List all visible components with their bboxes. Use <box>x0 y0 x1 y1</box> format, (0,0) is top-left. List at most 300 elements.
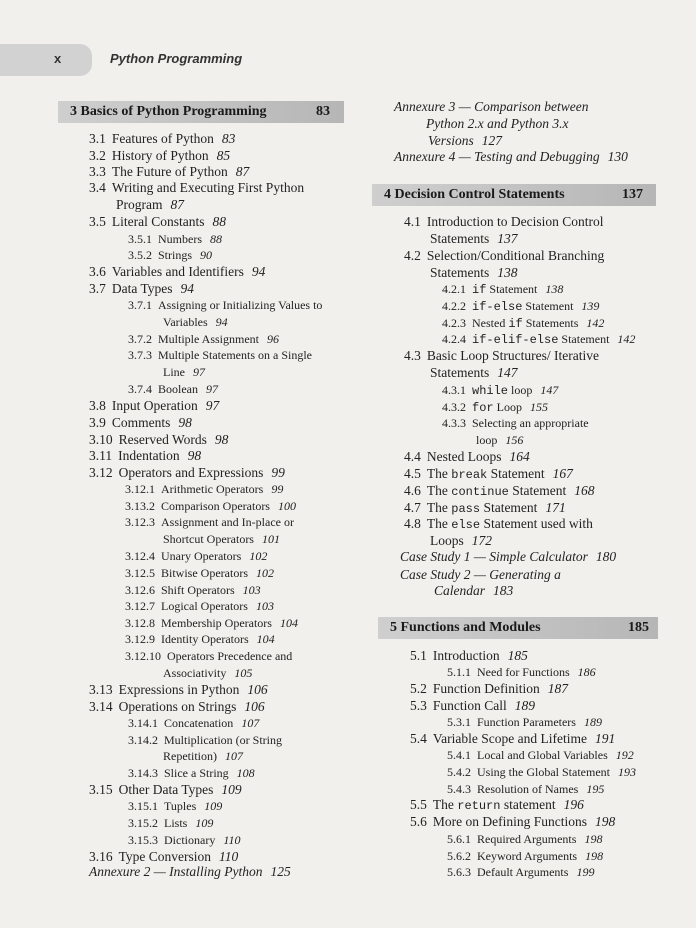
entry-page: 164 <box>509 449 530 464</box>
entry-page: 138 <box>545 282 564 296</box>
entry-page: 88 <box>212 214 226 229</box>
entry-number: 3.14.2 <box>128 733 158 747</box>
entry-page: 104 <box>256 632 275 646</box>
entry-title: Line <box>163 365 185 379</box>
toc-entry <box>89 131 235 147</box>
toc-entry <box>430 365 518 381</box>
entry-page: 130 <box>607 149 628 164</box>
toc-entry <box>447 764 636 780</box>
entry-title: Need for Functions <box>477 665 570 679</box>
entry-title: Keyword Arguments <box>477 849 578 863</box>
entry-title: Python 2.x and Python 3.x <box>426 116 569 131</box>
toc-entry <box>404 516 593 533</box>
entry-title: Features of Python <box>111 131 214 146</box>
entry-page: 107 <box>225 749 243 763</box>
entry-number: 5.6.2 <box>447 849 471 863</box>
toc-entry <box>89 164 249 180</box>
toc-entry <box>128 765 255 781</box>
toc-entry <box>163 665 252 681</box>
toc-entry <box>430 265 518 281</box>
entry-title: Function Call <box>432 698 507 713</box>
entry-title: Case Study 2 — Generating a <box>400 567 561 582</box>
toc-entry <box>89 214 226 230</box>
toc-entry <box>125 648 292 664</box>
toc-entry <box>442 315 604 332</box>
entry-number: 3.15 <box>89 782 113 797</box>
toc-entry <box>125 565 274 581</box>
toc-entry <box>410 814 615 830</box>
entry-number: 5.3.1 <box>447 715 471 729</box>
entry-title: Indentation <box>118 448 180 463</box>
entry-number: 3.14.1 <box>128 716 158 730</box>
toc-entry <box>442 331 635 348</box>
entry-title: Repetition) <box>163 749 217 763</box>
entry-title: The break Statement <box>426 466 545 482</box>
entry-page: 109 <box>195 816 214 830</box>
entry-number: 4.4 <box>404 449 421 464</box>
chapter-page: 185 <box>628 620 649 635</box>
chapter-5-heading <box>378 617 658 639</box>
entry-page: 147 <box>540 383 559 397</box>
entry-title: Annexure 3 — Comparison between <box>394 99 589 114</box>
entry-number: 4.2.2 <box>442 299 466 313</box>
entry-title: Multiple Statements on a Single <box>158 348 312 362</box>
entry-title: Program <box>116 197 163 212</box>
entry-page: 106 <box>244 699 265 714</box>
entry-page: 99 <box>271 465 285 480</box>
entry-number: 3.11 <box>89 448 113 463</box>
toc-entry <box>404 248 604 264</box>
entry-title: Versions <box>428 133 474 148</box>
toc-entry <box>128 798 222 814</box>
toc-entry <box>128 247 212 263</box>
entry-title: Multiplication (or String <box>164 733 282 747</box>
entry-number: 5.6 <box>410 814 427 829</box>
entry-title: Arithmetic Operators <box>161 482 264 496</box>
toc-entry <box>447 864 594 880</box>
entry-title: Logical Operators <box>161 599 248 613</box>
entry-number: 3.12.4 <box>125 549 155 563</box>
entry-page: 192 <box>615 748 634 762</box>
toc-entry <box>128 832 240 848</box>
toc-entry <box>125 548 267 564</box>
entry-number: 4.3 <box>404 348 421 363</box>
toc-entry <box>442 298 599 315</box>
chapter-3-heading <box>58 101 344 123</box>
toc-entry <box>128 347 312 363</box>
entry-title: Shortcut Operators <box>163 532 254 546</box>
toc-entry <box>125 498 296 514</box>
entry-title: Selecting an appropriate <box>472 416 589 430</box>
entry-title: loop <box>476 433 498 447</box>
entry-number: 4.1 <box>404 214 421 229</box>
toc-entry <box>128 331 279 347</box>
entry-number: 5.4 <box>410 731 427 746</box>
entry-title: Shift Operators <box>161 583 235 597</box>
toc-entry <box>128 715 259 731</box>
entry-title: Variable Scope and Lifetime <box>432 731 587 746</box>
toc-entry <box>89 699 265 715</box>
entry-page: 99 <box>271 482 284 496</box>
entry-number: 3.9 <box>89 415 106 430</box>
toc-entry <box>163 531 280 547</box>
entry-number: 4.5 <box>404 466 421 481</box>
entry-page: 168 <box>574 483 595 498</box>
toc-entry <box>128 381 218 397</box>
entry-number: 3.5.1 <box>128 232 152 246</box>
entry-title: if Statement <box>472 282 538 297</box>
entry-title: Statements <box>430 265 490 280</box>
entry-number: 4.3.3 <box>442 416 466 430</box>
toc-entry <box>128 732 282 748</box>
entry-title: Tuples <box>164 799 197 813</box>
toc-entry <box>89 148 230 164</box>
entry-title: Dictionary <box>164 833 216 847</box>
entry-title: Input Operation <box>111 398 198 413</box>
entry-page: 85 <box>216 148 231 163</box>
entry-title: Local and Global Variables <box>477 748 608 762</box>
entry-page: 180 <box>595 549 617 564</box>
entry-page: 98 <box>214 432 229 447</box>
entry-page: 189 <box>583 715 602 729</box>
entry-number: 3.8 <box>89 398 106 413</box>
entry-title: Associativity <box>163 666 227 680</box>
entry-title: Multiple Assignment <box>158 332 260 346</box>
entry-page: 87 <box>170 197 184 212</box>
running-head-title: Python Programming <box>110 51 243 66</box>
entry-page: 94 <box>180 281 195 296</box>
entry-title: The return statement <box>432 797 556 813</box>
entry-title: Annexure 2 — Installing Python <box>89 864 263 879</box>
entry-number: 3.5 <box>89 214 106 229</box>
entry-title: Unary Operators <box>161 549 242 563</box>
toc-entry <box>404 483 594 500</box>
entry-page: 171 <box>545 500 566 515</box>
entry-page: 193 <box>617 765 636 779</box>
toc-entry <box>410 698 535 714</box>
entry-page: 187 <box>547 681 568 696</box>
entry-page: 103 <box>242 583 261 597</box>
entry-number: 3.3 <box>89 164 106 179</box>
entry-title: if-elif-else Statement <box>472 332 610 347</box>
entry-title: Operators and Expressions <box>118 465 264 480</box>
entry-number: 5.3 <box>410 698 427 713</box>
entry-number: 3.13.2 <box>125 499 155 513</box>
toc-entry <box>447 781 604 797</box>
toc-entry <box>89 281 194 297</box>
toc-entry <box>89 180 304 196</box>
entry-title: for Loop <box>472 400 522 415</box>
entry-title: Operators Precedence and <box>167 649 293 663</box>
toc-entry <box>89 432 228 448</box>
entry-title: Lists <box>164 816 188 830</box>
entry-number: 5.4.3 <box>447 782 471 796</box>
toc-entry <box>89 415 192 431</box>
entry-page: 156 <box>505 433 524 447</box>
entry-number: 3.16 <box>89 849 113 864</box>
entry-number: 3.7.2 <box>128 332 152 346</box>
entry-page: 98 <box>187 448 202 463</box>
entry-page: 94 <box>251 264 266 279</box>
entry-page: 186 <box>577 665 596 679</box>
entry-number: 5.2 <box>410 681 427 696</box>
entry-number: 3.1 <box>89 131 106 146</box>
entry-title: Basic Loop Structures/ Iterative <box>426 348 599 363</box>
toc-entry <box>89 782 242 798</box>
entry-number: 3.10 <box>89 432 113 447</box>
chapter-page: 137 <box>622 187 643 202</box>
entry-number: 3.12.7 <box>125 599 155 613</box>
entry-number: 3.7 <box>89 281 106 296</box>
entry-number: 4.2.4 <box>442 332 466 346</box>
entry-number: 3.12.3 <box>125 515 155 529</box>
entry-page: 191 <box>594 731 616 746</box>
entry-page: 183 <box>493 583 514 598</box>
toc-entry <box>447 831 602 847</box>
entry-title: Bitwise Operators <box>161 566 248 580</box>
entry-title: Statements <box>430 365 490 380</box>
toc-entry <box>404 500 566 517</box>
toc-entry <box>410 797 584 814</box>
entry-title: Variables <box>163 315 208 329</box>
toc-entry <box>447 714 602 730</box>
entry-number: 3.7.1 <box>128 298 152 312</box>
entry-page: 110 <box>219 849 239 864</box>
entry-page: 155 <box>529 400 548 414</box>
entry-title: Membership Operators <box>161 616 272 630</box>
entry-number: 5.6.3 <box>447 865 471 879</box>
entry-title: Selection/Conditional Branching <box>426 248 605 263</box>
entry-title: Required Arguments <box>477 832 577 846</box>
entry-number: 5.1.1 <box>447 665 471 679</box>
toc-entry <box>442 382 558 399</box>
toc-entry <box>89 448 201 464</box>
toc-entry <box>125 582 261 598</box>
entry-page: 100 <box>277 499 296 513</box>
chapter-page: 83 <box>316 104 330 119</box>
entry-number: 4.3.1 <box>442 383 466 397</box>
toc-entry <box>125 615 298 631</box>
toc-entry <box>428 133 502 149</box>
entry-title: Nested Loops <box>426 449 502 464</box>
toc-entry <box>125 481 283 497</box>
entry-number: 4.8 <box>404 516 421 531</box>
entry-page: 97 <box>193 365 205 379</box>
entry-number: 3.14 <box>89 699 113 714</box>
entry-page: 185 <box>507 648 528 663</box>
entry-title: Statements <box>430 231 490 246</box>
entry-title: The pass Statement <box>426 500 538 516</box>
entry-number: 4.2.1 <box>442 282 466 296</box>
entry-page: 137 <box>497 231 518 246</box>
entry-number: 5.5 <box>410 797 427 812</box>
entry-page: 104 <box>279 616 298 630</box>
toc-entry <box>400 549 616 565</box>
entry-page: 167 <box>552 466 573 481</box>
entry-title: Using the Global Statement <box>477 765 610 779</box>
entry-page: 96 <box>267 332 280 346</box>
entry-title: History of Python <box>111 148 209 163</box>
entry-number: 3.12.10 <box>125 649 161 663</box>
entry-page: 109 <box>204 799 223 813</box>
toc-entry <box>400 567 561 583</box>
entry-title: Other Data Types <box>118 782 214 797</box>
entry-number: 3.13 <box>89 682 113 697</box>
toc-entry <box>128 815 213 831</box>
entry-page: 142 <box>586 316 605 330</box>
entry-page: 98 <box>178 415 192 430</box>
entry-page: 94 <box>215 315 228 329</box>
entry-number: 3.6 <box>89 264 106 279</box>
entry-title: Function Definition <box>432 681 540 696</box>
entry-page: 199 <box>576 865 595 879</box>
entry-page: 102 <box>255 566 274 580</box>
entry-page: 172 <box>471 533 492 548</box>
entry-page: 97 <box>206 382 218 396</box>
entry-number: 3.15.2 <box>128 816 158 830</box>
toc-entry <box>125 598 274 614</box>
entry-number: 3.15.3 <box>128 833 158 847</box>
entry-number: 3.12.1 <box>125 482 155 496</box>
entry-number: 3.12 <box>89 465 113 480</box>
entry-title: Type Conversion <box>118 849 212 864</box>
entry-page: 101 <box>261 532 280 546</box>
entry-title: Resolution of Names <box>477 782 579 796</box>
entry-number: 3.7.3 <box>128 348 152 362</box>
entry-number: 5.4.1 <box>447 748 471 762</box>
entry-page: 196 <box>563 797 584 812</box>
entry-title: Annexure 4 — Testing and Debugging <box>394 149 600 164</box>
toc-entry <box>426 116 568 132</box>
entry-number: 5.1 <box>410 648 427 663</box>
chapter-title: 5 Functions and Modules <box>390 620 541 635</box>
toc-entry <box>125 514 294 530</box>
toc-entry <box>447 747 634 763</box>
entry-page: 107 <box>241 716 260 730</box>
entry-title: Concatenation <box>164 716 234 730</box>
entry-title: Nested if Statements <box>472 316 579 331</box>
toc-entry <box>434 583 513 599</box>
toc-entry <box>128 231 222 247</box>
toc-entry <box>442 281 563 298</box>
entry-number: 4.7 <box>404 500 421 515</box>
entry-title: Identity Operators <box>161 632 249 646</box>
toc-entry <box>476 432 523 448</box>
entry-title: More on Defining Functions <box>432 814 587 829</box>
entry-page: 105 <box>234 666 253 680</box>
entry-title: Introduction to Decision Control <box>426 214 604 229</box>
entry-page: 109 <box>221 782 242 797</box>
toc-entry <box>89 398 219 414</box>
entry-page: 97 <box>205 398 220 413</box>
toc-entry <box>89 864 291 880</box>
entry-title: The Future of Python <box>111 164 228 179</box>
toc-entry <box>116 197 184 213</box>
entry-title: Writing and Executing First Python <box>111 180 305 195</box>
toc-entry <box>430 231 518 247</box>
entry-title: The continue Statement <box>426 483 567 499</box>
toc-entry <box>89 264 265 280</box>
entry-page: 106 <box>247 682 268 697</box>
entry-number: 4.2 <box>404 248 421 263</box>
entry-page: 139 <box>581 299 600 313</box>
entry-title: Variables and Identifiers <box>111 264 244 279</box>
entry-title: Introduction <box>432 648 500 663</box>
entry-page: 102 <box>249 549 268 563</box>
entry-title: while loop <box>472 383 533 398</box>
entry-number: 3.15.1 <box>128 799 158 813</box>
toc-entry <box>404 348 599 364</box>
toc-entry <box>442 399 548 416</box>
entry-title: Assigning or Initializing Values to <box>158 298 323 312</box>
entry-title: if-else Statement <box>472 299 574 314</box>
entry-title: The else Statement used with <box>426 516 593 532</box>
entry-number: 3.4 <box>89 180 106 195</box>
entry-number: 4.3.2 <box>442 400 466 414</box>
toc-entry <box>404 466 573 483</box>
entry-title: Default Arguments <box>477 865 569 879</box>
page-number: x <box>54 51 62 66</box>
entry-title: Data Types <box>111 281 173 296</box>
toc-entry <box>410 648 528 664</box>
entry-title: Case Study 1 — Simple Calculator <box>400 549 588 564</box>
entry-number: 3.12.6 <box>125 583 155 597</box>
entry-page: 147 <box>497 365 518 380</box>
entry-number: 4.6 <box>404 483 421 498</box>
entry-title: Loops <box>430 533 464 548</box>
page-number-tab <box>0 44 92 76</box>
chapter-title: 3 Basics of Python Programming <box>70 104 267 119</box>
chapter-title: 4 Decision Control Statements <box>384 187 565 202</box>
entry-page: 103 <box>255 599 274 613</box>
entry-page: 90 <box>200 248 213 262</box>
entry-number: 3.2 <box>89 148 106 163</box>
entry-number: 3.5.2 <box>128 248 152 262</box>
chapter-4-heading <box>372 184 656 206</box>
entry-title: Literal Constants <box>111 214 205 229</box>
entry-number: 5.4.2 <box>447 765 471 779</box>
toc-entry <box>442 415 589 431</box>
entry-title: Function Parameters <box>477 715 576 729</box>
entry-number: 3.12.5 <box>125 566 155 580</box>
entry-page: 125 <box>270 864 291 879</box>
toc-entry <box>404 449 530 465</box>
entry-page: 83 <box>221 131 236 146</box>
toc-entry <box>163 364 205 380</box>
entry-title: Comments <box>111 415 171 430</box>
toc-entry <box>128 297 322 313</box>
toc-entry <box>447 848 603 864</box>
entry-page: 198 <box>584 832 603 846</box>
entry-title: Boolean <box>158 382 198 396</box>
entry-title: Comparison Operators <box>161 499 270 513</box>
entry-page: 198 <box>595 814 616 829</box>
entry-page: 127 <box>481 133 503 148</box>
entry-page: 142 <box>617 332 636 346</box>
toc-entry <box>125 631 275 647</box>
entry-number: 3.14.3 <box>128 766 158 780</box>
entry-title: Slice a String <box>164 766 229 780</box>
entry-page: 108 <box>236 766 255 780</box>
entry-page: 198 <box>585 849 604 863</box>
toc-entry <box>404 214 603 230</box>
entry-number: 5.6.1 <box>447 832 471 846</box>
entry-title: Calendar <box>434 583 486 598</box>
entry-number: 3.12.8 <box>125 616 155 630</box>
entry-number: 4.2.3 <box>442 316 466 330</box>
entry-number: 3.7.4 <box>128 382 152 396</box>
entry-title: Operations on Strings <box>118 699 237 714</box>
